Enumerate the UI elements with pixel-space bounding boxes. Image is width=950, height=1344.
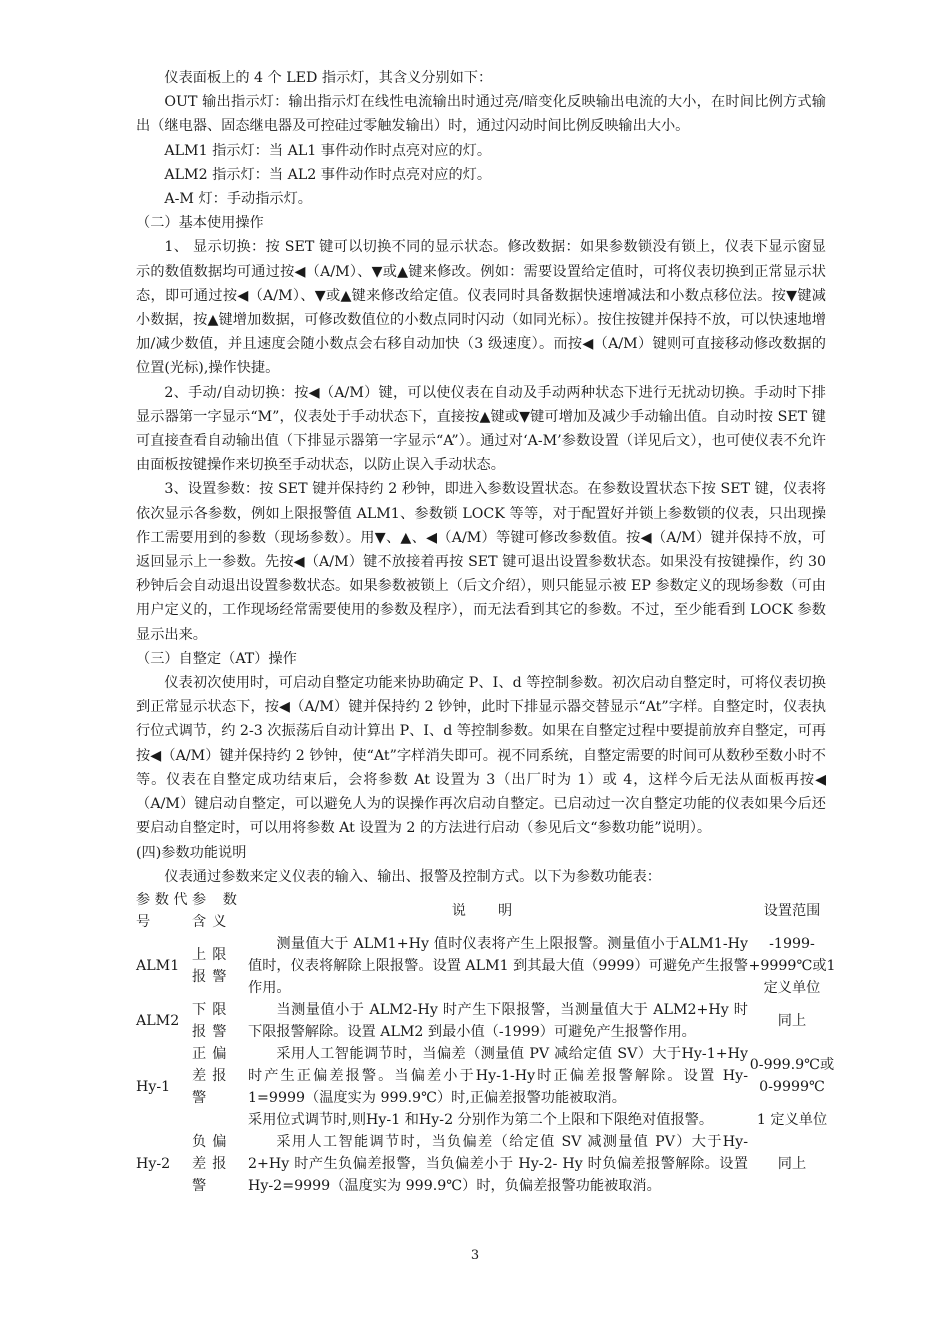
table-header-row (136, 889, 836, 933)
paragraph: 仪表面板上的 4 个 LED 指示灯，其含义分别如下： (164, 70, 493, 86)
param-desc: 当测量值小于 ALM2-Hy 时产生下限报警，当测量值大于 ALM2+Hy 时下限报警解除。设置 ALM2 到最小值（-1999）可避免产生报警作用。 (248, 1001, 748, 1040)
param-desc: 测量值大于 ALM1+Hy 值时仪表将产生上限报警。测量值小于ALM1-Hy值时，仪表将解除上限报警。设置 ALM1 到其最大值（9999）可避免产生报警作用。 (248, 935, 748, 996)
table-row (136, 1109, 836, 1131)
param-code: Hy-2 (136, 1155, 171, 1172)
header-desc: 说明 (451, 902, 545, 919)
paragraph: 3、设置参数：按 SET 键并保持约 2 秒钟，即进入参数设置状态。在参数设置状态下按 SET 键，仪表将依次显示各参数，例如上限报警值 ALM1、参数锁 LOCK 等等，对于配置好并锁上参数锁的仪表，只出现操作工需要用到的参数（现场参数）。用▼、▲、◀（A/M）等键可修改参数值。按◀（A/M）键并保持不放，可返回显示上一参数。先按◀（A/M）键不放接着再按 SET 键可退出设置参数状态。如果没有按键操作，约 30 秒钟后会自动退出设置参数状态。如果参数被锁上（后文介绍），则只能显示被 EP 参数定义的现场参数（可由用户定义的，工作现场经常需要使用的参数及程序），而无法看到其它的参数。不过，至少能看到 LOCK 参数显示出来。 (136, 481, 826, 643)
paragraph: ALM2 指示灯：当 AL2 事件动作时点亮对应的灯。 (164, 166, 492, 183)
param-desc: 采用人工智能调节时，当负偏差（给定值 SV 减测量值 PV）大于Hy-2+Hy 时产生负偏差报警，当负偏差小于 Hy-2- Hy 时负偏差报警解除。设置 Hy-2=9999（温度实为 999.9℃）时，负偏差报警功能被取消。 (248, 1133, 748, 1194)
paragraph: 2、手动/自动切换：按◀（A/M）键，可以使仪表在自动及手动两种状态下进行无扰动切换。手动时下排显示器第一字显示“M”，仪表处于手动状态下，直接按▲键或▼键可增加及减少手动输出值。自动时按 SET 键可直接查看自动输出值（下排显示器第一字显示“A”）。通过对‘A-M’参数设置（详见后文），也可使仪表不允许由面板按键操作来切换至手动状态，以防止误入手动状态。 (136, 384, 826, 474)
param-name: 下限报警 (192, 1001, 233, 1040)
param-range: 同上 (777, 1155, 807, 1172)
table-row (136, 933, 836, 999)
paragraph: 1、 显示切换：按 SET 键可以切换不同的显示状态。修改数据：如果参数锁没有锁上，仪表下显示窗显示的数值数据均可通过按◀（A/M）、▼或▲键来修改。例如：需要设置给定值时，可将仪表切换到正常显示状态，即可通过按◀（A/M）、▼或▲键来修改给定值。仪表同时具备数据快速增减法和小数点移位法。按▼键减小数据，按▲键增加数据，可修改数值位的小数点同时闪动（如同光标）。按住按键并保持不放，可以快速地增加/减少数值，并且速度会随小数点会右移自动加快（3 级速度）。而按◀（A/M）键则可直接移动修改数据的位置(光标),操作快捷。 (136, 239, 826, 377)
header-range: 设置范围 (763, 902, 821, 919)
param-desc: 采用人工智能调节时，当偏差（测量值 PV 减给定值 SV）大于Hy-1+Hy时产生正偏差报警。当偏差小于Hy-1-Hy时正偏差报警解除。设置 Hy-1=9999（温度实为 999.9℃）时,正偏差报警功能被取消。 (248, 1045, 748, 1106)
header-code: 参 数 代号 (136, 891, 188, 930)
paragraph: 仪表初次使用时，可启动自整定功能来协助确定 P、I、d 等控制参数。初次启动自整定时，可将仪表切换到正常显示状态下，按◀（A/M）键并保持约 2 钞钟，此时下排显示器交替显示“At”字样。自整定时，仪表执行位式调节，约 2-3 次振荡后自动计算出 P、I、d 等控制参数。如果在自整定过程中要提前放弃自整定，可再按◀（A/M）键并保持约 2 钞钟，使“At”字样消失即可。视不同系统，自整定需要的时间可从数秒至数小时不等。仪表在自整定成功结束后，会将参数 At 设置为 3（出厂时为 1）或 4，这样今后无法从面板再按◀（A/M）键启动自整定，可以避免人为的误操作再次启动自整定。已启动过一次自整定功能的仪表如果今后还要启动自整定时，可以用将参数 At 设置为 2 的方法进行启动（参见后文“参数功能”说明）。 (136, 675, 826, 837)
table-row (136, 1043, 836, 1109)
param-name: 正偏差报警 (192, 1045, 233, 1106)
param-code: Hy-1 (136, 1078, 171, 1095)
section-heading: （二）基本使用操作 (136, 215, 264, 232)
paragraph: ALM1 指示灯：当 AL1 事件动作时点亮对应的灯。 (164, 142, 492, 159)
table-row (136, 999, 836, 1043)
param-range-extra: 1 定义单位 (756, 1111, 828, 1128)
param-range: -1999-+9999℃或1 定义单位 (748, 935, 836, 996)
param-range: 同上 (777, 1012, 807, 1029)
header-name: 参 数 含义 (192, 891, 243, 930)
document-body (136, 66, 836, 1197)
param-code: ALM1 (136, 957, 180, 974)
paragraph: OUT 输出指示灯：输出指示灯在线性电流输出时通过亮/暗变化反映输出电流的大小，在时间比例方式输出（继电器、固态继电器及可控硅过零触发输出）时，通过闪动时间比例反映输出大小。 (136, 94, 826, 135)
section-heading: (四)参数功能说明 (136, 844, 247, 861)
page-number: 3 (470, 1248, 480, 1263)
param-desc-extra: 采用位式调节时,则Hy-1 和Hy-2 分别作为第二个上限和下限绝对值报警。 (248, 1111, 714, 1128)
paragraph: 仪表通过参数来定义仪表的输入、输出、报警及控制方式。以下为参数功能表： (164, 868, 661, 885)
param-range: 0-999.9℃或0-9999℃ (749, 1056, 835, 1095)
parameter-table (136, 889, 836, 1197)
paragraph: A-M 灯：手动指示灯。 (164, 191, 312, 208)
param-name: 负偏差报警 (192, 1133, 233, 1194)
table-row (136, 1131, 836, 1197)
param-name-blank (192, 1109, 248, 1131)
param-code: ALM2 (136, 1012, 180, 1029)
param-name: 上限报警 (192, 946, 233, 985)
section-heading: （三）自整定（AT）操作 (136, 650, 297, 667)
